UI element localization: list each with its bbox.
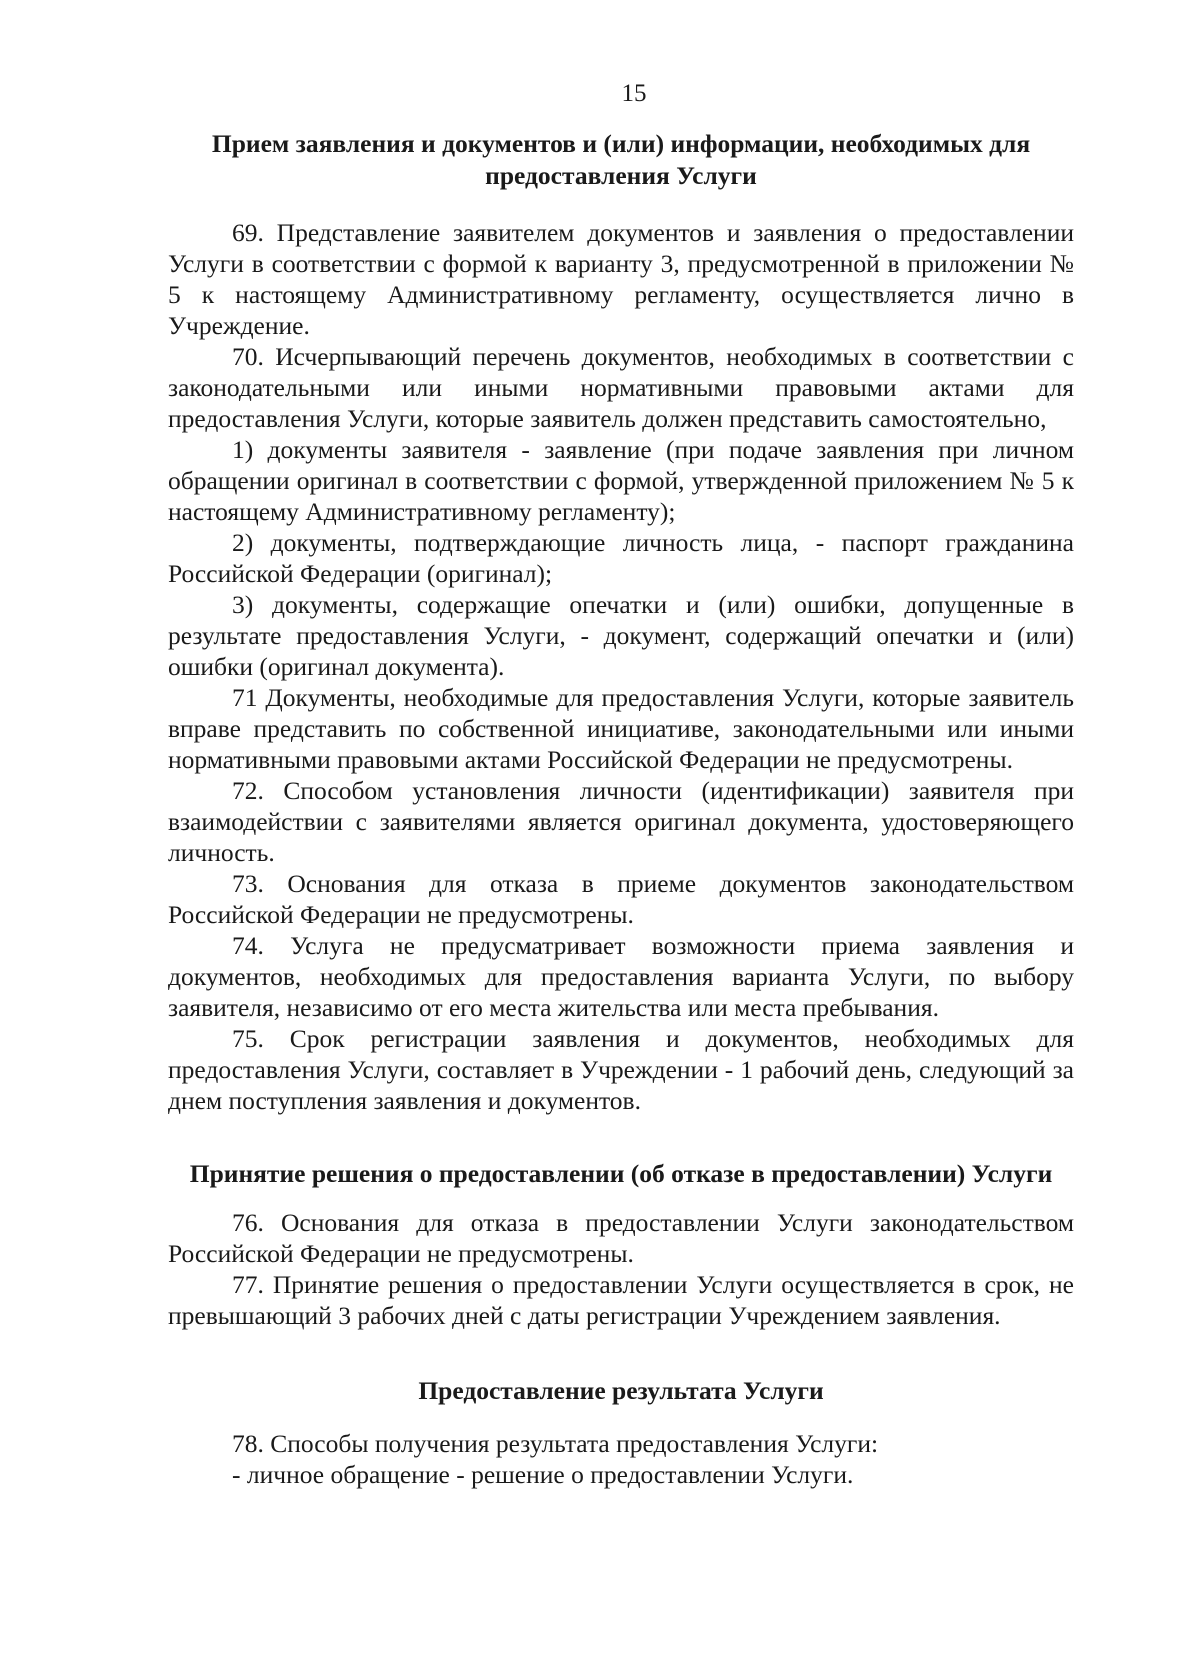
paragraph-74: 74. Услуга не предусматривает возможности приема заявления и документов, необходимых для предоставления варианта Услуги, по выбору заявителя, независимо от его места жительства или места пребывания. [168,931,1074,1022]
paragraph-75: 75. Срок регистрации заявления и документов, необходимых для предоставления Услуги, составляет в Учреждении - 1 рабочий день, следующий за днем поступления заявления и документов. [168,1024,1074,1115]
page-number: 15 [621,80,647,107]
paragraph-73: 73. Основания для отказа в приеме документов законодательством Российской Федерации не предусмотрены. [168,869,1074,929]
paragraph-72: 72. Способом установления личности (идентификации) заявителя при взаимодействии с заявителями является оригинал документа, удостоверяющего личность. [168,776,1074,867]
paragraph-78: 78. Способы получения результата предоставления Услуги: [232,1429,879,1458]
section-heading-result: Предоставление результата Услуги [418,1376,824,1405]
paragraph-70: 70. Исчерпывающий перечень документов, необходимых в соответствии с законодательными или иными нормативными правовыми актами для предоставления Услуги, которые заявитель должен представить самостоятельно, [168,342,1074,433]
section-heading-decision: Принятие решения о предоставлении (об отказе в предоставлении) Услуги [189,1159,1053,1188]
paragraph-70-item-3: 3) документы, содержащие опечатки и (или) ошибки, допущенные в результате предоставления Услуги, - документ, содержащий опечатки и (или) ошибки (оригинал документа). [168,590,1074,681]
paragraph-71: 71 Документы, необходимые для предоставления Услуги, которые заявитель вправе представить по собственной инициативе, законодательными или иными нормативными правовыми актами Российской Федерации не предусмотрены. [168,683,1074,774]
paragraph-76: 76. Основания для отказа в предоставлении Услуги законодательством Российской Федерации не предусмотрены. [168,1208,1074,1268]
paragraph-70-item-2: 2) документы, подтверждающие личность лица, - паспорт гражданина Российской Федерации (оригинал); [168,528,1074,588]
paragraph-78-item: - личное обращение - решение о предоставлении Услуги. [232,1460,854,1489]
document-page [168,80,1074,1490]
paragraph-77: 77. Принятие решения о предоставлении Услуги осуществляется в срок, не превышающий 3 рабочих дней с даты регистрации Учреждением заявления. [168,1270,1074,1330]
section-heading-reception: Прием заявления и документов и (или) информации, необходимых для предоставления Услуги [211,129,1031,190]
paragraph-70-item-1: 1) документы заявителя - заявление (при подаче заявления при личном обращении оригинал в соответствии с формой, утвержденной приложением № 5 к настоящему Административному регламенту); [168,435,1074,526]
paragraph-69: 69. Представление заявителем документов и заявления о предоставлении Услуги в соответствии с формой к варианту 3, предусмотренной в приложении № 5 к настоящему Административному регламенту, осуществляется лично в Учреждение. [168,218,1074,340]
